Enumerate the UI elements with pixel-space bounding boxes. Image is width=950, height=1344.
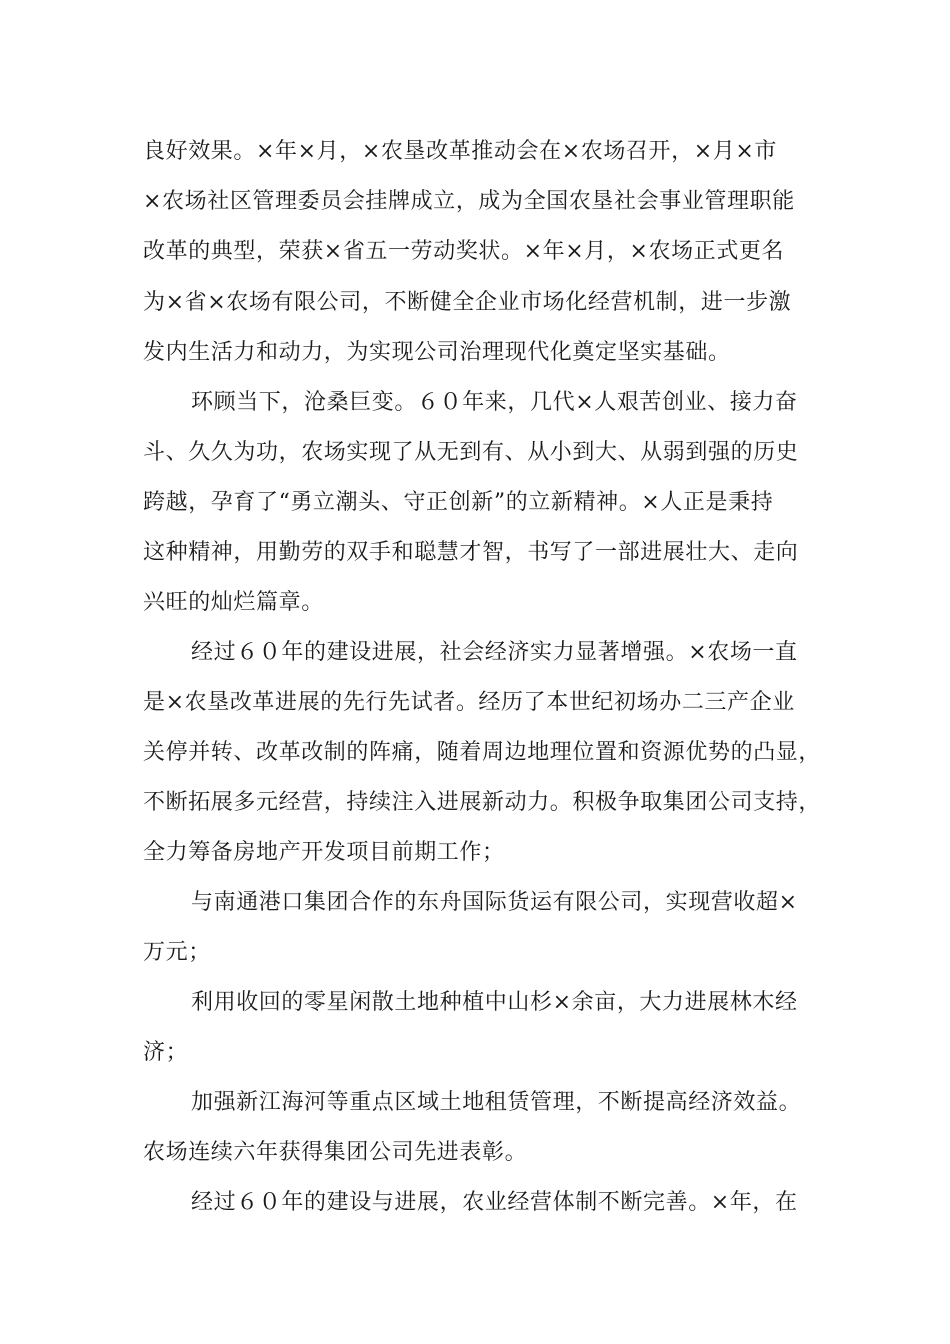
paragraph-start-line: 加强新江海河等重点区域土地租赁管理，不断提高经济效益。 — [191, 1090, 802, 1115]
text-line: 万元； — [143, 940, 211, 965]
text-line: 关停并转、改革改制的阵痛，随着周边地理位置和资源优势的凸显， — [143, 740, 822, 765]
paragraph-start-line: 环顾当下，沧桑巨变。６０年来，几代×人艰苦创业、接力奋 — [191, 390, 798, 415]
text-line: 发内生活力和动力，为实现公司治理现代化奠定坚实基础。 — [143, 340, 731, 365]
text-line: 这种精神，用勤劳的双手和聪慧才智，书写了一部进展壮大、走向 — [143, 540, 799, 565]
text-line: 为×省×农场有限公司，不断健全企业市场化经营机制，进一步激 — [143, 290, 792, 315]
text-line: 是×农垦改革进展的先行先试者。经历了本世纪初场办二三产企业 — [143, 690, 795, 715]
text-line: 济； — [143, 1040, 189, 1065]
text-line: 跨越，孕育了“勇立潮头、守正创新”的立新精神。×人正是秉持 — [143, 490, 774, 515]
text-line: 良好效果。×年×月，×农垦改革推动会在×农场召开，×月×市 — [143, 139, 778, 164]
text-line: 改革的典型，荣获×省五一劳动奖状。×年×月，×农场正式更名 — [143, 239, 785, 264]
text-line: 兴旺的灿烂篇章。 — [143, 590, 324, 615]
paragraph-start-line: 经过６０年的建设进展，社会经济实力显著增强。×农场一直 — [191, 640, 798, 665]
paragraph-start-line: 与南通港口集团合作的东舟国际货运有限公司，实现营收超× — [191, 890, 798, 915]
paragraph-start-line: 利用收回的零星闲散土地种植中山杉×余亩，大力进展林木经 — [191, 990, 798, 1015]
text-line: 斗、久久为功，农场实现了从无到有、从小到大、从弱到强的历史 — [143, 440, 799, 465]
text-line: 全力筹备房地产开发项目前期工作； — [143, 840, 505, 865]
text-line: 农场连续六年获得集团公司先进表彰。 — [143, 1140, 528, 1165]
paragraph-start-line: 经过６０年的建设与进展，农业经营体制不断完善。×年，在 — [191, 1190, 798, 1215]
text-line: ×农场社区管理委员会挂牌成立，成为全国农垦社会事业管理职能 — [143, 189, 795, 214]
text-line: 不断拓展多元经营，持续注入进展新动力。积极争取集团公司支持， — [143, 790, 822, 815]
